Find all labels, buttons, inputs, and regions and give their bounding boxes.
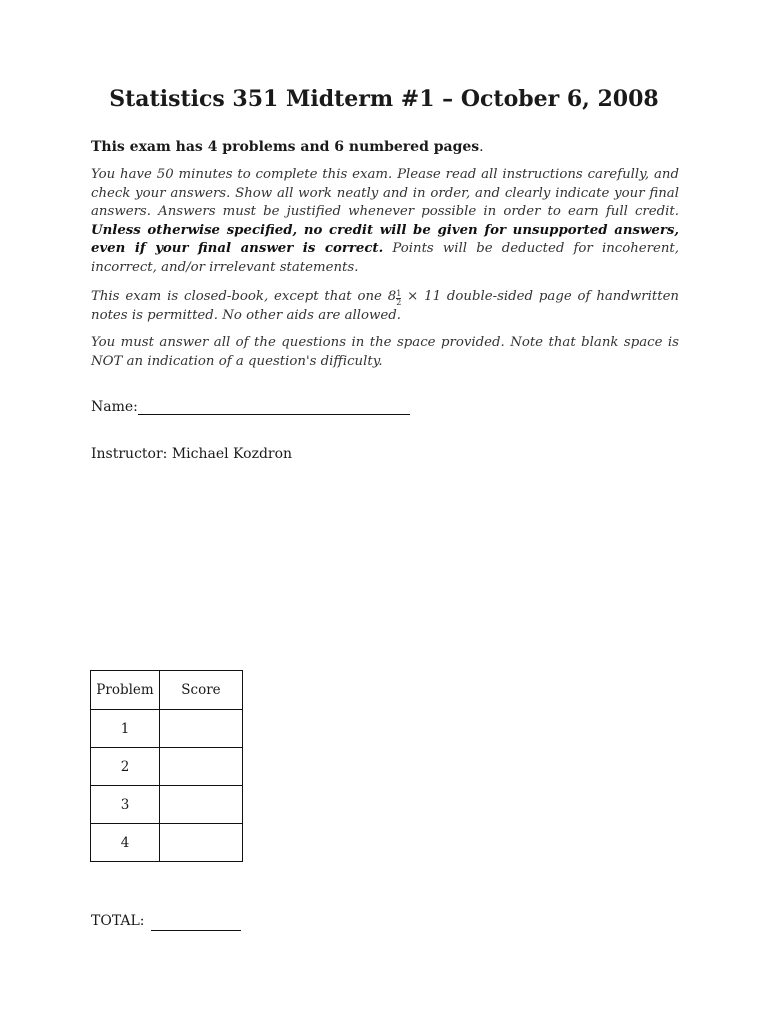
instructions-paragraph-2 [91,288,679,326]
instructions-text-1c: Points will be deducted for incoherent, incorrect, and/or irrelevant statements. [91,241,679,275]
name-field-line[interactable] [138,414,410,415]
problem-number: 4 [91,824,160,862]
table-row [91,824,243,862]
score-cell[interactable] [160,786,243,824]
table-row [91,786,243,824]
instructions-paragraph-1 [91,166,679,278]
header-score: Score [160,671,243,710]
instructions-text-1a: You have 50 minutes to complete this exam. Please read all instructions carefully, and check your answers. Show all work neatly and in order, and clearly indicate your final answers. Answers must be justified whenever possible in order to earn full credit. [91,167,679,220]
score-cell[interactable] [160,824,243,862]
problem-number: 1 [91,710,160,748]
score-cell[interactable] [160,748,243,786]
header-problem: Problem [91,671,160,710]
instructions-text-2b: × 11 double-sided page of handwritten notes is permitted. No other aids are allowed. [91,289,679,323]
problem-number: 2 [91,748,160,786]
score-table [90,670,243,862]
instructor-line: Instructor: Michael Kozdron [91,446,293,462]
instructions-bold-warning: Unless otherwise specified, no credit will be given for unsupported answers, even if your final answer is correct. [91,222,679,257]
page-title: Statistics 351 Midterm #1 – October 6, 2008 [109,86,659,112]
total-field-line[interactable] [151,930,241,931]
exam-summary-text: This exam has 4 problems and 6 numbered pages [91,139,480,155]
total-label: TOTAL: [91,913,145,929]
score-cell[interactable] [160,710,243,748]
table-row [91,748,243,786]
fraction-numerator: 1 [396,289,402,298]
instructions-text-2a: This exam is closed-book, except that one 8 [91,289,397,304]
exam-summary-period: . [479,139,484,155]
name-label: Name: [91,399,138,415]
score-table-header-row [91,671,243,710]
fraction-denominator: 2 [396,298,402,307]
instructions-paragraph-3: You must answer all of the questions in the space provided. Note that blank space is NOT an indication of a question's difficulty. [91,335,679,369]
table-row [91,710,243,748]
problem-number: 3 [91,786,160,824]
exam-summary [91,139,484,155]
